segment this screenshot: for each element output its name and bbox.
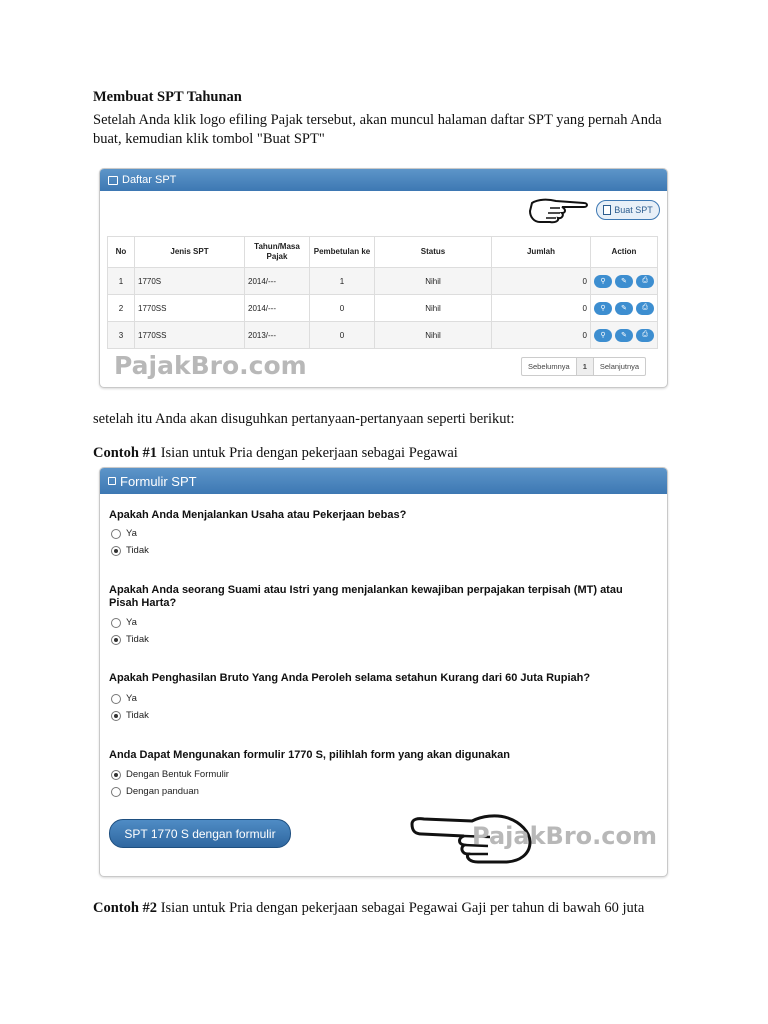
cell-tahun: 2013/--- (245, 322, 310, 349)
col-jumlah: Jumlah (492, 237, 591, 268)
radio-icon[interactable] (111, 618, 121, 628)
question-1: Apakah Anda Menjalankan Usaha atau Pekerjaan bebas? (109, 509, 407, 521)
col-status: Status (375, 237, 492, 268)
page-heading: Membuat SPT Tahunan (93, 89, 242, 105)
watermark-logo: PajakBro.com (114, 351, 307, 380)
pointing-hand-icon (526, 195, 590, 225)
cell-jumlah: 0 (492, 268, 591, 295)
q4-option-panduan[interactable] (111, 786, 199, 797)
contoh-1 (93, 444, 673, 463)
contoh-2-label: Contoh #2 (93, 900, 158, 916)
option-label: Dengan Bentuk Formulir (126, 769, 229, 780)
question-4: Anda Dapat Mengunakan formulir 1770 S, pilihlah form yang akan digunakan (109, 749, 510, 761)
buat-spt-label: Buat SPT (614, 205, 653, 215)
formulir-spt-header (100, 468, 667, 494)
cell-jumlah: 0 (492, 295, 591, 322)
cell-jenis: 1770SS (135, 322, 245, 349)
cell-action (591, 322, 658, 349)
radio-selected-icon[interactable] (111, 635, 121, 645)
print-icon[interactable]: ⎙ (636, 275, 654, 288)
print-icon[interactable]: ⎙ (636, 302, 654, 315)
option-label: Ya (126, 528, 137, 539)
view-icon[interactable]: ⚲ (594, 275, 612, 288)
radio-selected-icon[interactable] (111, 770, 121, 780)
print-icon[interactable]: ⎙ (636, 329, 654, 342)
contoh-1-label: Contoh #1 (93, 445, 158, 461)
pager-prev[interactable]: Sebelumnya (522, 358, 577, 375)
daftar-spt-header (100, 169, 667, 191)
q3-option-ya[interactable] (111, 693, 137, 704)
watermark-logo: PajakBro.com (472, 822, 657, 850)
q2-option-ya[interactable] (111, 617, 137, 628)
cell-pembetulan: 0 (310, 322, 375, 349)
home-icon (108, 477, 116, 485)
contoh-1-text: Isian untuk Pria dengan pekerjaan sebagai Pegawai (157, 445, 458, 461)
edit-icon[interactable]: ✎ (615, 302, 633, 315)
pagination (521, 357, 646, 376)
cell-pembetulan: 0 (310, 295, 375, 322)
q2-option-tidak[interactable] (111, 634, 149, 645)
spt-table (107, 236, 658, 349)
buat-spt-button[interactable] (596, 200, 660, 220)
option-label: Ya (126, 617, 137, 628)
cell-jumlah: 0 (492, 322, 591, 349)
cell-action (591, 295, 658, 322)
option-label: Ya (126, 693, 137, 704)
table-row (108, 268, 658, 295)
cell-no: 1 (108, 268, 135, 295)
list-icon (108, 176, 118, 185)
cell-status: Nihil (375, 268, 492, 295)
radio-selected-icon[interactable] (111, 546, 121, 556)
formulir-spt-panel (99, 467, 668, 877)
intro-paragraph: Setelah Anda klik logo efiling Pajak tersebut, akan muncul halaman daftar SPT yang pernah Anda buat, kemudian klik tombol "Buat SPT" (93, 112, 662, 147)
radio-icon[interactable] (111, 787, 121, 797)
q1-option-tidak[interactable] (111, 545, 149, 556)
cell-tahun: 2014/--- (245, 268, 310, 295)
pager-next[interactable]: Selanjutnya (599, 362, 640, 371)
cell-jenis: 1770S (135, 268, 245, 295)
cell-no: 2 (108, 295, 135, 322)
q1-option-ya[interactable] (111, 528, 137, 539)
col-jenis: Jenis SPT (135, 237, 245, 268)
cell-status: Nihil (375, 322, 492, 349)
q4-option-formulir[interactable] (111, 769, 229, 780)
daftar-spt-panel (99, 168, 668, 388)
cell-action (591, 268, 658, 295)
q3-option-tidak[interactable] (111, 710, 149, 721)
col-action: Action (591, 237, 658, 268)
contoh-2 (93, 899, 673, 918)
question-3: Apakah Penghasilan Bruto Yang Anda Peroleh selama setahun Kurang dari 60 Juta Rupiah? (109, 672, 591, 684)
cell-status: Nihil (375, 295, 492, 322)
cell-no: 3 (108, 322, 135, 349)
question-2: Apakah Anda seorang Suami atau Istri yang menjalankan kewajiban perpajakan terpisah (MT) atau Pisah Harta? (109, 584, 623, 609)
paragraph-2: setelah itu Anda akan disuguhkan pertanyaan-pertanyaan seperti berikut: (93, 411, 515, 427)
radio-icon[interactable] (111, 694, 121, 704)
cell-tahun: 2014/--- (245, 295, 310, 322)
radio-icon[interactable] (111, 529, 121, 539)
option-label: Tidak (126, 634, 149, 645)
col-pembetulan: Pembetulan ke (310, 237, 375, 268)
view-icon[interactable]: ⚲ (594, 302, 612, 315)
edit-icon[interactable]: ✎ (615, 329, 633, 342)
cell-pembetulan: 1 (310, 268, 375, 295)
spt-1770s-formulir-button[interactable]: SPT 1770 S dengan formulir (109, 819, 291, 848)
contoh-2-text: Isian untuk Pria dengan pekerjaan sebagai Pegawai Gaji per tahun di bawah 60 juta (157, 900, 645, 916)
table-row (108, 295, 658, 322)
pager-current[interactable]: 1 (577, 358, 594, 375)
formulir-spt-title: Formulir SPT (120, 473, 197, 489)
document-icon (603, 205, 611, 215)
col-no: No (108, 237, 135, 268)
edit-icon[interactable]: ✎ (615, 275, 633, 288)
cell-jenis: 1770SS (135, 295, 245, 322)
table-header-row (108, 237, 658, 268)
option-label: Tidak (126, 710, 149, 721)
view-icon[interactable]: ⚲ (594, 329, 612, 342)
daftar-spt-title: Daftar SPT (122, 174, 177, 186)
radio-selected-icon[interactable] (111, 711, 121, 721)
option-label: Tidak (126, 545, 149, 556)
option-label: Dengan panduan (126, 786, 199, 797)
col-tahun: Tahun/Masa Pajak (245, 237, 310, 268)
table-row (108, 322, 658, 349)
